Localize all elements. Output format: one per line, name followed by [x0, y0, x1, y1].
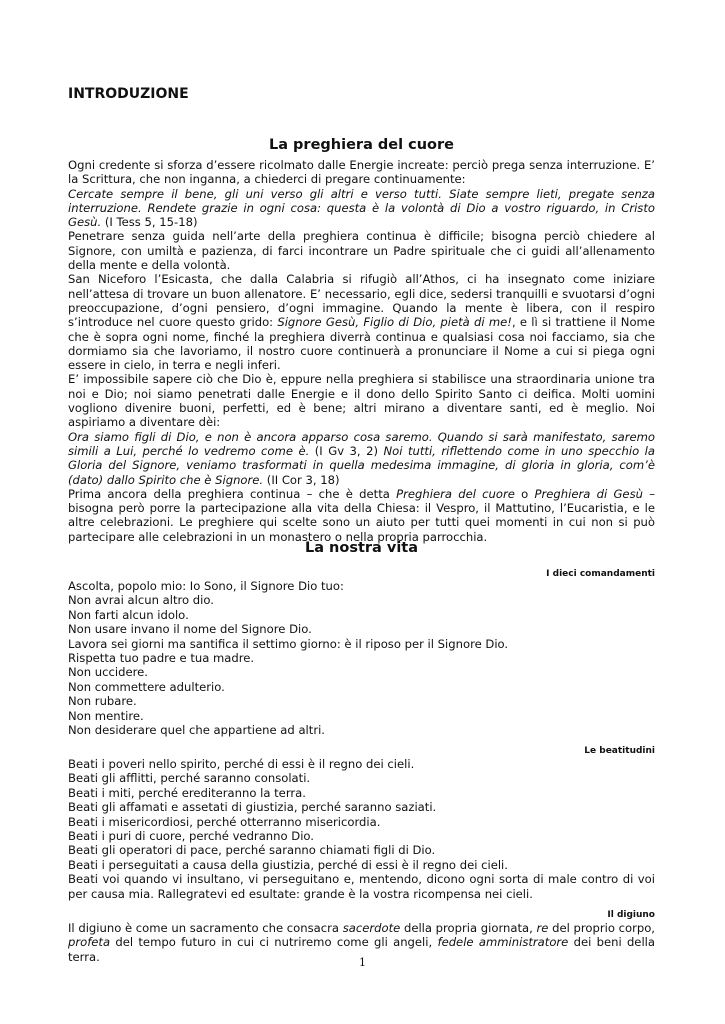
text-run: Prima ancora della preghiera continua – che è detta: [68, 486, 397, 501]
list-item: Beati voi quando vi insultano, vi perseguitano e, mentendo, dicono ogni sorta di male contro di voi per causa mia. Rallegratevi ed esultate: grande è la vostra ricompensa nei cieli.: [68, 872, 655, 901]
preghiera-body: [68, 158, 655, 544]
section-heading: INTRODUZIONE: [68, 86, 189, 102]
emphasis: re: [536, 921, 549, 935]
list-item: Ascolta, popolo mio: Io Sono, il Signore Dio tuo:: [68, 579, 344, 593]
text-run: Il digiuno è come un sacramento che consacra: [68, 921, 343, 935]
list-item: Beati gli afflitti, perché saranno consolati.: [68, 771, 311, 786]
text-run: San Niceforo l’Esicasta, che dalla Calabria si rifugiò all’Athos, ci ha insegnato come iniziare nell’attesa di trovare un buon allenatore. E’ necessario, egli dice, sedersi tranquilli e svuotarsi d’ogni preoccupazione, d’ogni pensiero, d’ogni immagine. Quando la mente è libera, con il respiro s’introduce nel cuore questo grido:: [68, 272, 655, 330]
subheading-beatitudini: Le beatitudini: [584, 746, 655, 756]
text-run: dei beni della terra.: [68, 935, 655, 964]
text-run: del tempo futuro in cui ci nutriremo come gli angeli,: [110, 935, 438, 950]
prayer-quote: Signore Gesù, Figlio di Dio, pietà di me!: [277, 315, 512, 330]
paragraph: [68, 430, 655, 487]
citation: (I Tess 5, 15-18): [101, 215, 198, 230]
scripture-quote: Noi tutti, riflettendo come in uno specchio la Gloria del Signore, veniamo trasformati in quella medesima immagine, di gloria in gloria, com’è (dato) dallo Spirito che è Signore.: [68, 443, 655, 487]
emphasis: Preghiera del cuore: [396, 486, 515, 501]
emphasis: fedele amministratore: [437, 935, 569, 950]
list-item: Non avrai alcun altro dio.: [68, 593, 214, 608]
emphasis: sacerdote: [342, 921, 401, 935]
list-item: Beati i puri di cuore, perché vedranno Dio.: [68, 829, 314, 844]
text-run: o: [514, 486, 535, 501]
list-item: Beati gli affamati e assetati di giustizia, perché saranno saziati.: [68, 800, 437, 815]
scripture-quote: Cercate sempre il bene, gli uni verso gli altri e verso tutti. Siate sempre lieti, pregate senza interruzione. Rendete grazie in ogni cosa: questa è la volontà di Dio a vostro riguardo, in Cristo Gesù.: [68, 186, 655, 230]
emphasis: Preghiera di Gesù: [534, 486, 643, 501]
page-number: 1: [359, 956, 366, 969]
list-item: Non rubare.: [68, 694, 137, 709]
list-item: Rispetta tuo padre e tua madre.: [68, 651, 255, 666]
paragraph: [68, 187, 655, 230]
list-item: Non commettere adulterio.: [68, 679, 225, 694]
list-item: Beati gli operatori di pace, perché saranno chiamati figli di Dio.: [68, 843, 436, 858]
list-item: Beati i poveri nello spirito, perché di essi è il regno dei cieli.: [68, 757, 415, 771]
list-item: Lavora sei giorni ma santifica il settimo giorno: è il riposo per il Signore Dio.: [68, 636, 509, 651]
list-item: Non farti alcun idolo.: [68, 607, 189, 622]
list-item: Non usare invano il nome del Signore Dio.: [68, 622, 312, 637]
paragraph: Penetrare senza guida nell’arte della preghiera continua è difficile; bisogna perciò chiedere al Signore, con umiltà e pazienza, di farci incontrare un Padre spirituale che ci guidi all’allenamento della mente e della volontà.: [68, 229, 655, 273]
subheading-comandamenti: I dieci comandamenti: [546, 569, 655, 579]
list-item: Non mentire.: [68, 708, 144, 723]
section-title-vita: La nostra vita: [304, 540, 419, 556]
emphasis: profeta: [68, 935, 111, 950]
citation: (II Cor 3, 18): [263, 472, 340, 487]
list-item: Beati i perseguitati a causa della giustizia, perché di essi è il regno dei cieli.: [68, 857, 508, 872]
list-item: Non uccidere.: [68, 665, 148, 680]
list-item: Non desiderare quel che appartiene ad altri.: [68, 723, 325, 738]
paragraph: [68, 272, 655, 372]
scripture-quote: Ora siamo figli di Dio, e non è ancora apparso cosa saremo. Quando si sarà manifestato, saremo simili a Lui, perché lo vedremo come è.: [68, 429, 655, 458]
subheading-digiuno: Il digiuno: [607, 910, 655, 920]
text-run: , e lì si trattiene il Nome che è sopra ogni nome, finché la preghiera diverrà continua e qualsiasi cosa noi facciamo, sia che dormiamo sia che lavoriamo, il nostro cuore continuerà a pronunciare il Nome a cui si piega ogni essere in cielo, in terra e negli inferi.: [68, 315, 655, 373]
citation: (I Gv 3, 2): [309, 443, 384, 458]
paragraph: E’ impossibile sapere ciò che Dio è, eppure nella preghiera si stabilisce una straordinaria unione tra noi e Dio; noi siamo penetrati dalle Energie e il dono dello Spirito Santo ci deifica. Molti uomini vogliono divenire buoni, perfetti, ed è bene; altri mirano a diventare santi, ed è meglio. Noi aspiriamo a diventare dèi:: [68, 372, 655, 430]
section-title-preghiera: La preghiera del cuore: [268, 137, 455, 153]
beatitudes-list: [68, 757, 655, 901]
paragraph: Ogni credente si sforza d’essere ricolmato dalle Energie increate: perciò prega senza interruzione. E’ la Scrittura, che non inganna, a chiederci di pregare continuamente:: [68, 158, 655, 187]
commandments-list: [68, 579, 655, 737]
paragraph: [68, 487, 655, 544]
text-run: – bisogna però porre la partecipazione alla vita della Chiesa: il Vespro, il Mattutino, l’Eucaristia, e le altre celebrazioni. Le preghiere qui scelte sono un aiuto per tutti quei momenti in cui non si può partecipare alle celebrazioni in un monastero o nella propria parrocchia.: [68, 486, 656, 544]
list-item: Beati i miti, perché erediteranno la terra.: [68, 785, 306, 800]
text-run: del proprio corpo,: [548, 921, 655, 935]
text-run: della propria giornata,: [400, 921, 537, 935]
list-item: Beati i misericordiosi, perché otterranno misericordia.: [68, 814, 381, 829]
